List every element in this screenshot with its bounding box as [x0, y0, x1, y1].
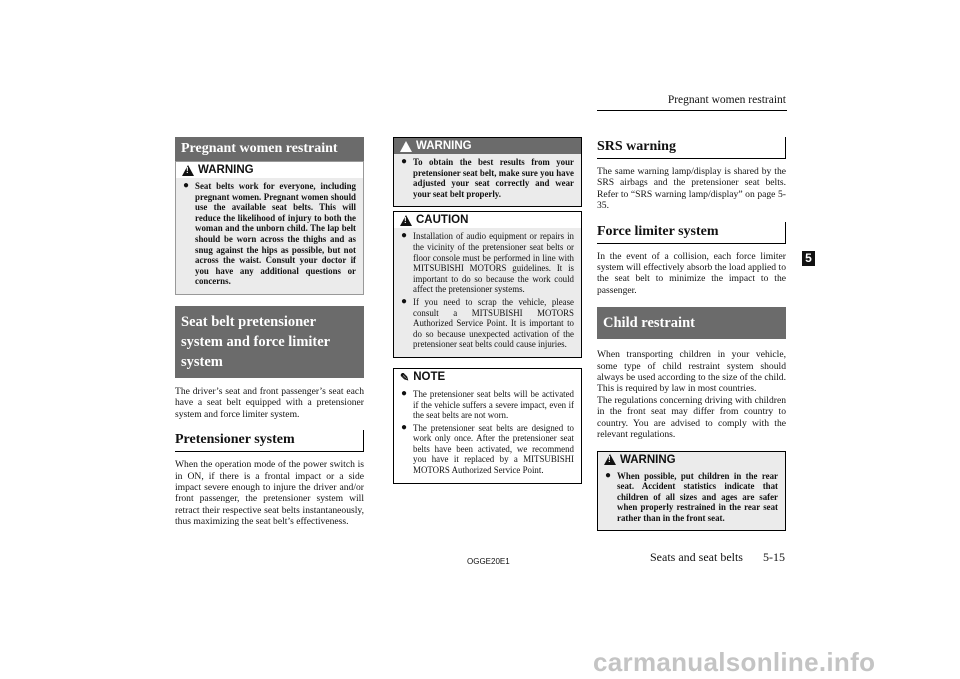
section-banner-child: Child restraint — [597, 307, 786, 339]
warning-heading — [176, 162, 363, 178]
list-item — [605, 471, 778, 524]
paragraph: When the operation mode of the power switch is in ON, if there is a frontal impact or a side impact severe enough to injure the driver and/or front passenger, the pretensioner system will retract their respective seat belts instantaneously, thus maximizing the seat belt’s effectiveness. — [175, 459, 364, 528]
subheading-pretensioner: Pretensioner system — [175, 430, 364, 452]
list-item — [401, 423, 574, 476]
column-2 — [393, 137, 582, 484]
warning-heading — [598, 452, 785, 468]
note-label: NOTE — [413, 371, 446, 384]
section-banner-pretensioner: Seat belt pretensioner system and force limiter system — [175, 306, 364, 378]
caution-label: CAUTION — [416, 214, 469, 227]
note-box — [393, 368, 582, 484]
note-text: The pretensioner seat belts will be activated if the vehicle suffers a severe impact, even if the seat belts are not worn. — [413, 388, 574, 421]
list-item — [401, 231, 574, 295]
caution-items — [394, 228, 581, 357]
warning-box-child — [597, 451, 786, 532]
warning-items — [176, 178, 363, 294]
section-banner-pregnant: Pregnant women restraint — [175, 137, 364, 161]
warning-label: WARNING — [198, 164, 254, 176]
header-rule — [597, 110, 787, 111]
note-text: The pretensioner seat belts are designed to work only once. After the pretensioner seat belts have been activated, we recommend you have it replaced by a MITSUBISHI MOTORS Authorized Service Point. — [413, 422, 574, 476]
warning-label: WARNING — [620, 453, 676, 466]
caution-heading — [394, 212, 581, 228]
paragraph: The driver’s seat and front passenger’s seat each have a seat belt equipped with a pretensioner system and force limiter system. — [175, 385, 364, 420]
bullet-icon: ● — [401, 156, 408, 167]
warning-text: When possible, put children in the rear seat. Accident statistics indicate that children of all sizes and ages are safer when properly restrained in the rear seat rather than in the front seat. — [617, 470, 778, 523]
paragraph: The same warning lamp/display is shared by the SRS airbags and the pretensioner seat belts. Refer to “SRS warning lamp/display” on page 5-35. — [597, 166, 786, 212]
list-item — [401, 389, 574, 421]
page-number: 5-15 — [763, 550, 785, 564]
warning-text: Seat belts work for everyone, including pregnant women. Pregnant women should use the available seat belts. This will reduce the likelihood of injury to both the woman and the unborn child. The lap belt should be worn across the thighs and as snug against the hips as possible, but not across the waist. Consult your doctor if you have any additional questions or concerns. — [195, 181, 356, 287]
warning-heading — [394, 138, 581, 154]
footer-section: Seats and seat belts — [650, 550, 743, 564]
paragraph: The regulations concerning driving with children in the front seat may differ from country to country. You are advised to comply with the relevant regulations. — [597, 394, 786, 441]
list-item — [401, 297, 574, 350]
warning-label: WARNING — [416, 140, 472, 152]
note-heading — [394, 369, 581, 386]
warning-triangle-icon — [604, 454, 616, 465]
column-3 — [597, 137, 786, 531]
running-header: Pregnant women restraint — [667, 94, 786, 106]
note-pencil-icon: ✎ — [400, 371, 410, 384]
caution-text: If you need to scrap the vehicle, please consult a MITSUBISHI MOTORS Authorized Service Point. It is important to do so because unexpected activation of the pretensioner seat belts could cause injuries. — [413, 296, 574, 350]
bullet-icon: ● — [401, 230, 408, 242]
warning-box-pretensioner — [393, 137, 582, 207]
list-item — [401, 157, 574, 199]
chapter-tab: 5 — [802, 251, 815, 266]
caution-box — [393, 211, 582, 358]
column-1 — [175, 137, 364, 528]
warning-items — [394, 154, 581, 206]
subheading-force-limiter: Force limiter system — [597, 222, 786, 244]
warning-triangle-icon — [400, 141, 412, 152]
caution-text: Installation of audio equipment or repairs in the vicinity of the pretensioner seat belts or floor console must be performed in line with MITSUBISHI MOTORS guidelines. It is important to do so because the work could affect the pretensioner systems. — [413, 231, 574, 295]
bullet-icon: ● — [605, 469, 612, 481]
paragraph: When transporting children in your vehicle, some type of child restraint system should always be used according to the size of the child. This is required by law in most countries. — [597, 349, 786, 395]
document-code: OGGE20E1 — [467, 557, 510, 566]
caution-triangle-icon — [400, 215, 412, 226]
bullet-icon: ● — [401, 421, 408, 433]
bullet-icon: ● — [401, 295, 408, 307]
watermark: carmanualsonline.info — [593, 647, 876, 677]
warning-text: To obtain the best results from your pretensioner seat belt, make sure you have adjusted your seat correctly and wear your seat belt properly. — [413, 157, 574, 199]
note-items — [394, 386, 581, 483]
bullet-icon: ● — [183, 180, 190, 191]
list-item — [183, 181, 356, 287]
subheading-srs: SRS warning — [597, 137, 786, 159]
warning-items — [598, 468, 785, 531]
warning-triangle-icon — [182, 165, 194, 176]
paragraph: In the event of a collision, each force limiter system will effectively absorb the load applied to the seat belt to minimize the impact to the passenger. — [597, 250, 786, 296]
bullet-icon: ● — [401, 387, 408, 399]
warning-box-pregnant — [175, 161, 364, 295]
